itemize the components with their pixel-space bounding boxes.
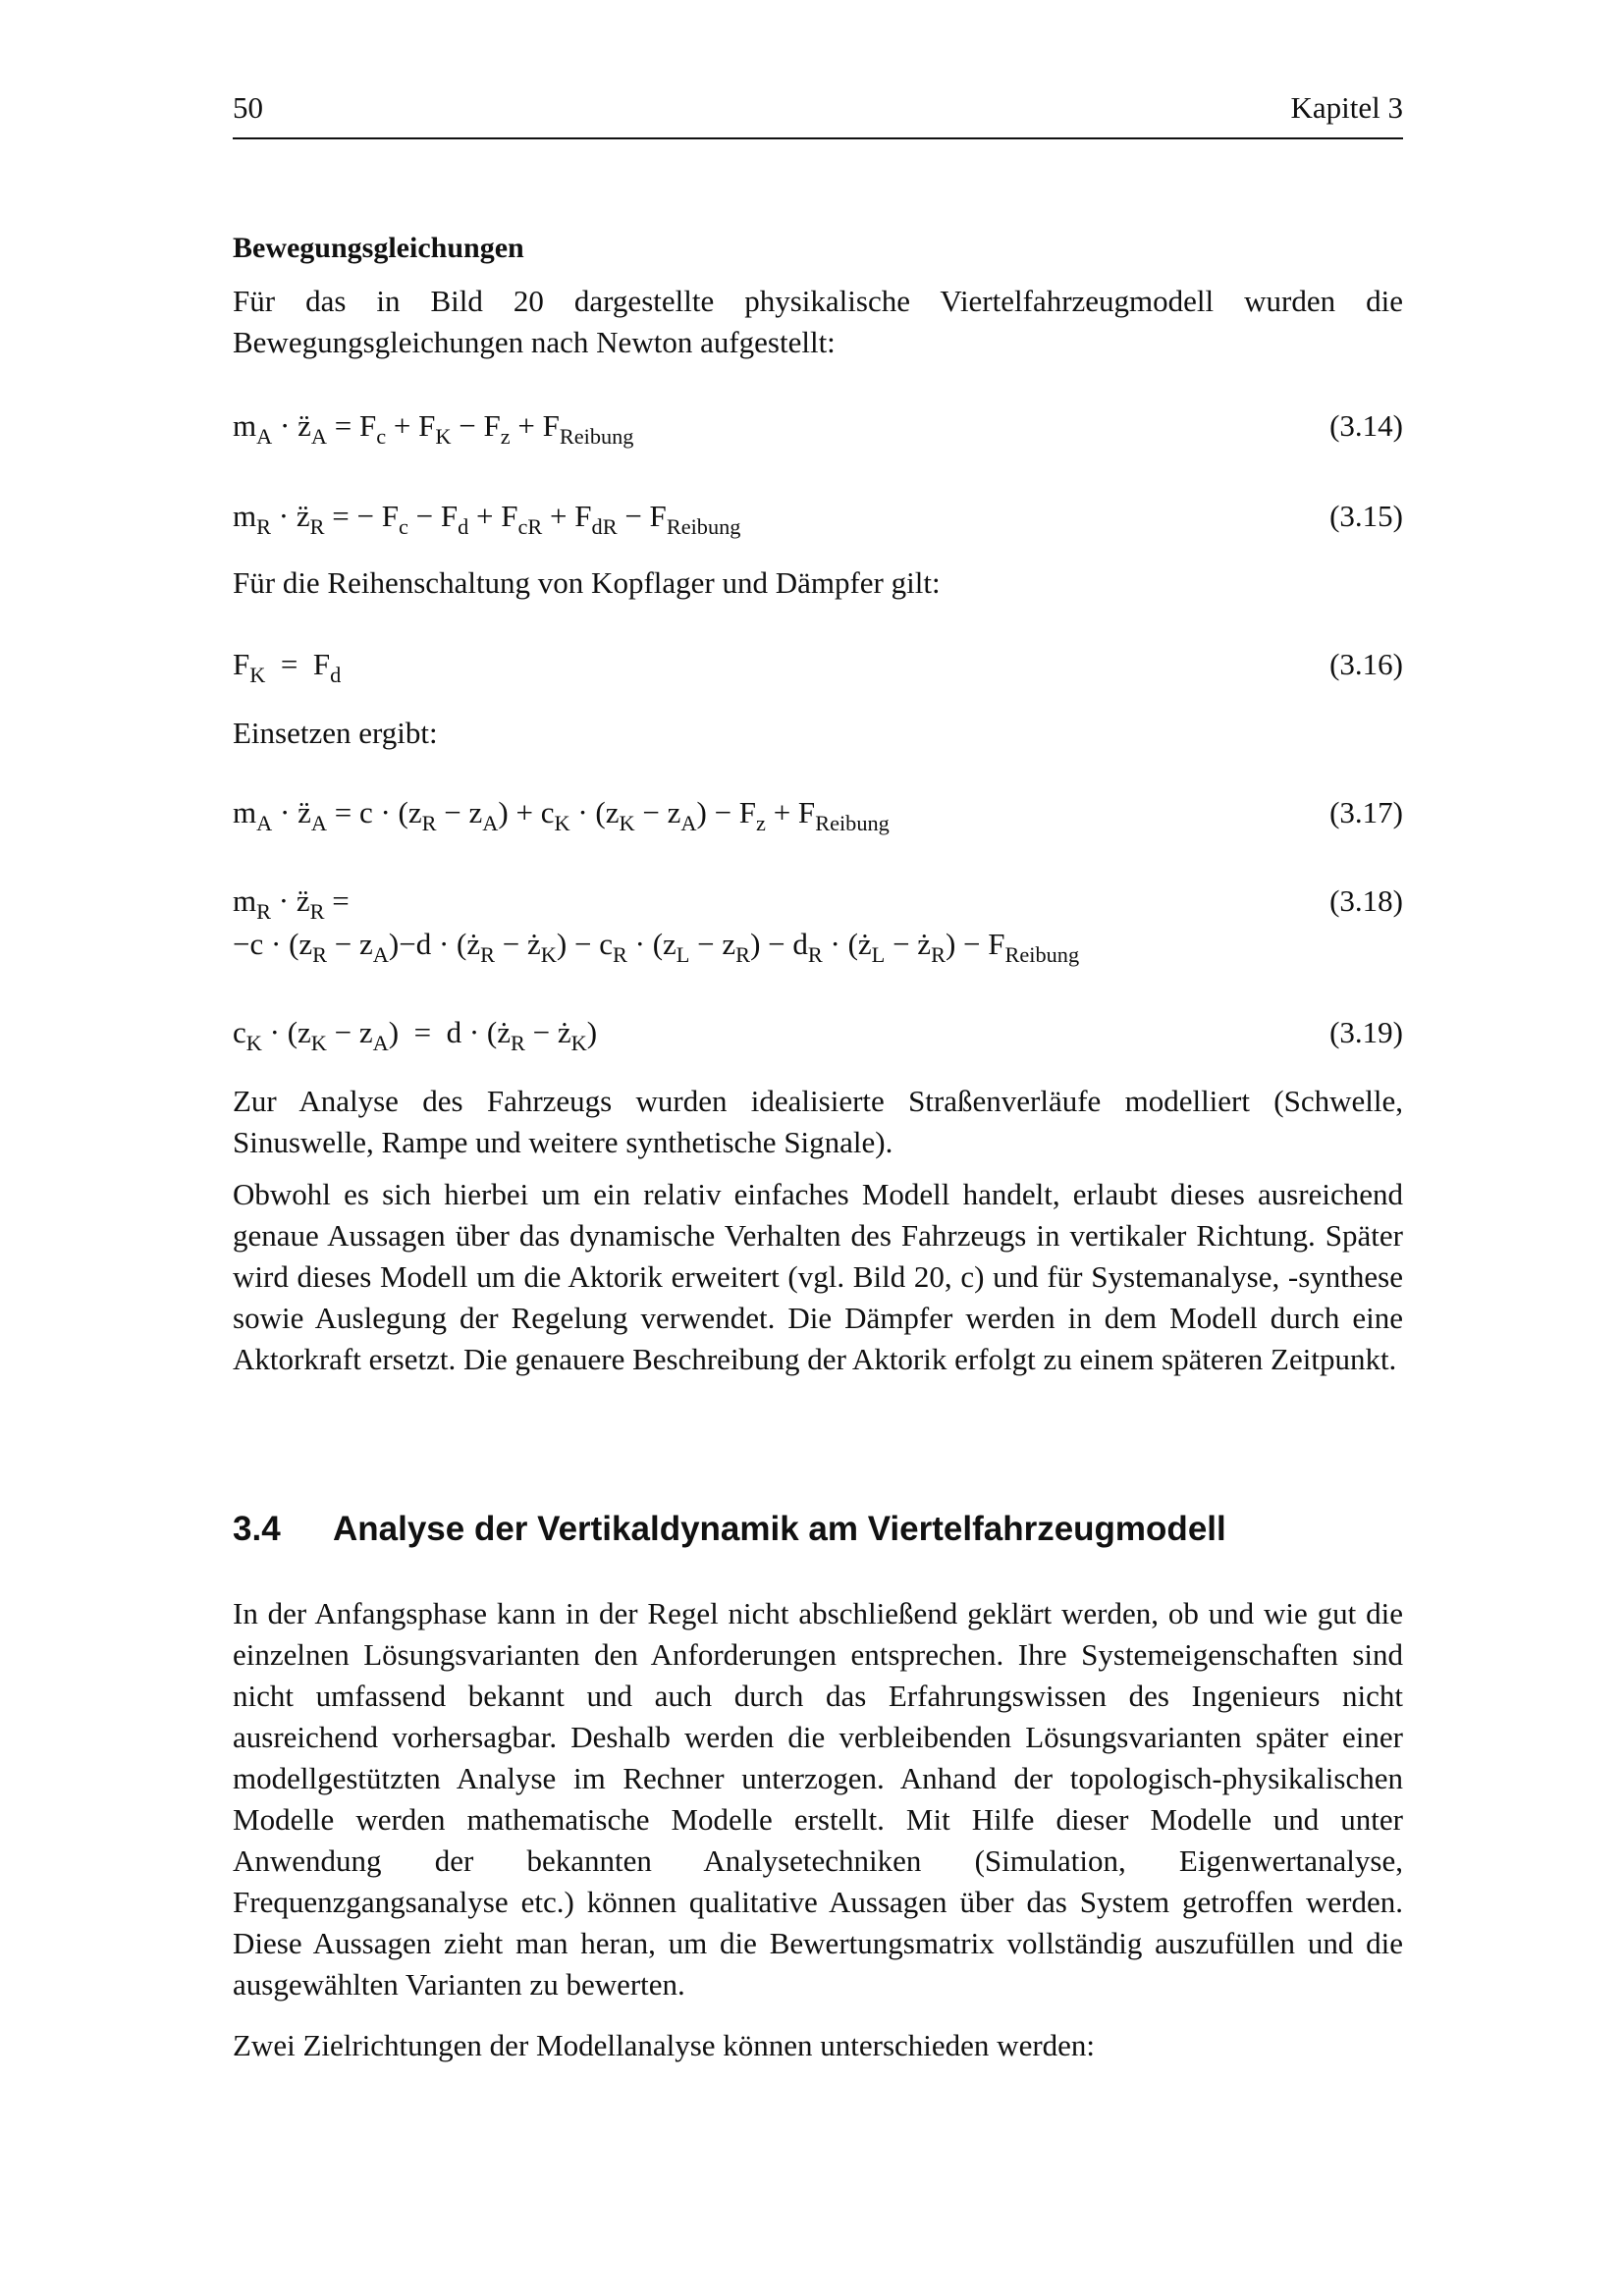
- equation-3-18-continuation: [233, 923, 1403, 966]
- equation-expression: $m_R$ · $z̈_R$ = − $F_c - F_d + F_{cR} + F_{dR} - F_{Reibung}$: [233, 499, 741, 539]
- equation-number: (3.14): [1329, 408, 1403, 443]
- equation-number: (3.17): [1329, 795, 1403, 829]
- paragraph-analyse: Zur Analyse des Fahrzeugs wurden idealisierte Straßenverläufe modelliert (Schwelle, Sinuswelle, Rampe und weitere synthetische Signale).: [233, 1084, 1403, 1159]
- equation-number: (3.15): [1329, 499, 1403, 533]
- equation-number: (3.16): [1329, 647, 1403, 681]
- chapter-label: Kapitel 3: [1290, 90, 1403, 125]
- section-number: 3.4: [233, 1510, 281, 1548]
- section-title: Analyse der Vertikaldynamik am Viertelfahrzeugmodell: [333, 1510, 1226, 1548]
- intro-paragraph: Für das in Bild 20 dargestellte physikalische Viertelfahrzeugmodell wurden die Bewegungsgleichungen nach Newton aufgestellt:: [233, 284, 1403, 359]
- paragraph-zielrichtungen: Zwei Zielrichtungen der Modellanalyse können unterschieden werden:: [233, 2028, 1096, 2062]
- subheading: Bewegungsgleichungen: [233, 232, 524, 264]
- paragraph-anfangsphase: In der Anfangsphase kann in der Regel nicht abschließend geklärt werden, ob und wie gut die einzelnen Lösungsvarianten den Anforderungen entsprechen. Ihre Systemeigenschaften sind nicht umfassend bekannt und auch durch das Erfahrungswissen des Ingenieurs nicht ausreichend vorhersagbar. Deshalb werden die verbleibenden Lösungsvarianten später einer modellgestützten Analyse im Rechner unterzogen. Anhand der topologisch-physikalischen Modelle werden mathematische Modelle erstellt. Mit Hilfe dieser Modelle und unter Anwendung der bekannten Analysetechniken (Simulation, Eigenwertanalyse, Frequenzgangsanalyse etc.) können qualitative Aussagen über das System getroffen werden. Diese Aussagen zieht man heran, um die Bewertungsmatrix vollständig auszufüllen und die ausgewählten Varianten zu bewerten.: [233, 1596, 1403, 2002]
- equation-3-19: [233, 1011, 1403, 1054]
- equation-expression: $m_A$ · $z̈_A = F_c + F_K - F_z + F_{Reibung}$: [233, 408, 634, 449]
- equation-3-14: [233, 404, 1403, 448]
- equation-expression: $-c \cdot (z_R - z_A)-d$ · ($ż_R$ − $ż_K) - c_R \cdot (z_L - z_R) - d_R$ · ($ż_L$ − $ż_R) - F_{Reibung}$: [233, 927, 1080, 967]
- paragraph-obwohl: Obwohl es sich hierbei um ein relativ einfaches Modell handelt, erlaubt dieses ausreichend genaue Aussagen über das dynamische Verhalten des Fahrzeugs in vertikaler Richtung. Später wird dieses Modell um die Aktorik erweitert (vgl. Bild 20, c) und für Systemanalyse, -synthese sowie Auslegung der Regelung verwendet. Die Dämpfer werden in dem Modell durch eine Aktorkraft ersetzt. Die genauere Beschreibung der Aktorik erfolgt zu einem späteren Zeitpunkt.: [233, 1177, 1403, 1376]
- equation-number: (3.19): [1329, 1015, 1403, 1049]
- equation-expression: $F_K = F_d$: [233, 647, 342, 687]
- equation-3-15: [233, 495, 1403, 538]
- equation-number: (3.18): [1329, 883, 1403, 918]
- equation-expression: $m_A$ · $z̈_A = c \cdot (z_R - z_A) + c_K \cdot (z_K - z_A) - F_z + F_{Reibung}$: [233, 795, 890, 835]
- equation-3-17: [233, 791, 1403, 834]
- text-reihenschaltung: Für die Reihenschaltung von Kopflager und Dämpfer gilt:: [233, 565, 941, 600]
- equation-3-18: [233, 880, 1403, 923]
- page-header: [233, 90, 1403, 139]
- equation-expression: $c_K \cdot (z_K - z_A) = d$ · ($ż_R$ − $ż_K$): [233, 1015, 598, 1055]
- equation-3-16: [233, 643, 1403, 686]
- equation-expression: $m_R$ · $z̈_R$ =: [233, 883, 350, 924]
- page-number: 50: [233, 90, 263, 125]
- section-heading: [233, 1507, 1403, 1552]
- text-einsetzen: Einsetzen ergibt:: [233, 716, 438, 750]
